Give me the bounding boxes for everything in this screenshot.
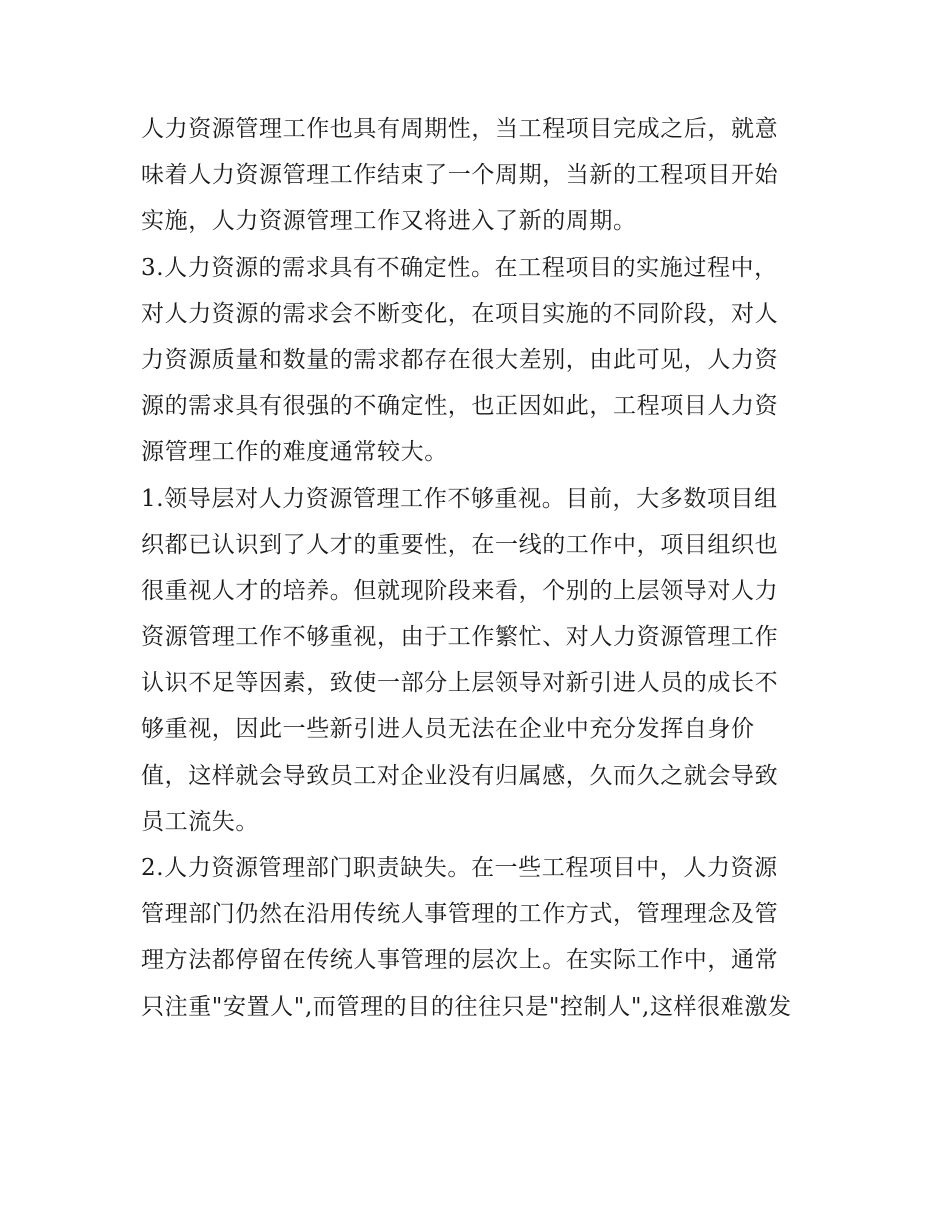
text-line: 源管理工作的难度通常较大。 bbox=[141, 439, 448, 466]
text-line: 1.领导层对人力资源管理工作不够重视。目前，大多数项目组 bbox=[141, 485, 778, 512]
text-line: 织都已认识到了人才的重要性，在一线的工作中，项目组织也 bbox=[141, 531, 779, 558]
text-line: 只注重"安置人",而管理的目的往往只是"控制人",这样很难激发 bbox=[141, 993, 792, 1020]
body-text bbox=[141, 106, 821, 1030]
text-line: 实施，人力资源管理工作又将进入了新的周期。 bbox=[141, 208, 637, 235]
text-line: 很重视人才的培养。但就现阶段来看，个别的上层领导对人力 bbox=[141, 577, 779, 604]
text-line: 2.人力资源管理部门职责缺失。在一些工程项目中，人力资源 bbox=[141, 855, 778, 881]
text-line: 源的需求具有很强的不确定性，也正因如此，工程项目人力资 bbox=[141, 393, 779, 420]
text-line: 理方法都停留在传统人事管理的层次上。在实际工作中，通常 bbox=[141, 947, 779, 974]
text-line: 味着人力资源管理工作结束了一个周期，当新的工程项目开始 bbox=[141, 162, 779, 189]
text-line: 3.人力资源的需求具有不确定性。在工程项目的实施过程中， bbox=[141, 254, 778, 281]
text-line: 力资源质量和数量的需求都存在很大差别，由此可见，人力资 bbox=[141, 346, 779, 373]
text-line: 人力资源管理工作也具有周期性，当工程项目完成之后，就意 bbox=[141, 116, 779, 142]
text-line: 够重视，因此一些新引进人员无法在企业中充分发挥自身价 bbox=[141, 716, 755, 743]
text-line: 值，这样就会导致员工对企业没有归属感，久而久之就会导致 bbox=[141, 762, 779, 789]
text-line: 对人力资源的需求会不断变化，在项目实施的不同阶段，对人 bbox=[141, 300, 779, 327]
text-line: 管理部门仍然在沿用传统人事管理的工作方式，管理理念及管 bbox=[141, 901, 779, 928]
text-line: 认识不足等因素，致使一部分上层领导对新引进人员的成长不 bbox=[141, 670, 779, 697]
text-line: 员工流失。 bbox=[141, 808, 259, 835]
text-line: 资源管理工作不够重视，由于工作繁忙、对人力资源管理工作 bbox=[141, 624, 779, 651]
